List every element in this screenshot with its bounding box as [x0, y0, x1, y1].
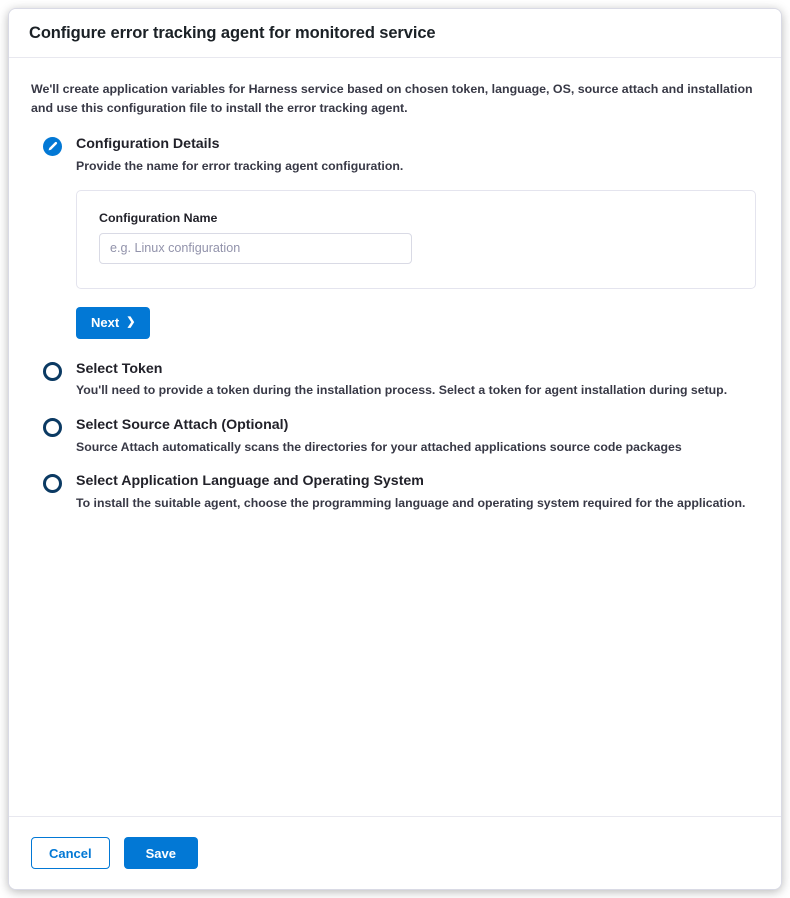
- step-description: Provide the name for error tracking agent configuration.: [76, 159, 404, 174]
- step-description: You'll need to provide a token during the installation process. Select a token for agent installation during setup.: [76, 383, 728, 398]
- step-marker-select-source-attach: [43, 418, 62, 437]
- configure-agent-dialog: [8, 8, 782, 890]
- step-marker-select-token: [43, 362, 62, 381]
- step-marker-select-language-os: [43, 474, 62, 493]
- radio-empty-icon: [43, 474, 62, 493]
- step-title: Select Application Language and Operating System: [76, 473, 424, 489]
- step-marker-configuration-details: [43, 137, 62, 156]
- dialog-header: [9, 9, 781, 58]
- dialog-body: [9, 58, 781, 816]
- intro-text: We'll create application variables for Harness service based on chosen token, language, OS, source attach and installation and use this configuration file to install the error tracking agent.: [31, 82, 753, 116]
- dialog-footer: [9, 816, 781, 889]
- configuration-details-card: [76, 190, 756, 289]
- step-title: Select Token: [76, 360, 163, 377]
- step-select-source-attach[interactable]: [43, 417, 759, 456]
- save-button[interactable]: Save: [124, 837, 198, 869]
- pending-steps: [43, 361, 759, 513]
- step-description: To install the suitable agent, choose the programming language and operating system required for the application.: [76, 495, 746, 510]
- next-button-label: Next: [91, 315, 120, 331]
- configuration-stepper: [31, 136, 759, 512]
- step-configuration-details[interactable]: [43, 136, 759, 338]
- step-title: Configuration Details: [76, 136, 220, 153]
- page-title: Configure error tracking agent for monitored service: [29, 23, 436, 42]
- step-select-token[interactable]: [43, 361, 759, 400]
- cancel-button[interactable]: Cancel: [31, 837, 110, 869]
- radio-empty-icon: [43, 418, 62, 437]
- step-title: Select Source Attach (Optional): [76, 416, 289, 433]
- radio-empty-icon: [43, 362, 62, 381]
- pencil-icon: [43, 137, 62, 156]
- next-button-row: [76, 307, 759, 339]
- step-select-language-os[interactable]: [43, 473, 759, 512]
- step-description: Source Attach automatically scans the directories for your attached applications source code packages: [76, 439, 682, 454]
- configuration-name-input[interactable]: [99, 233, 412, 264]
- next-button[interactable]: [76, 307, 150, 339]
- configuration-name-label: Configuration Name: [99, 210, 218, 225]
- chevron-right-icon: ❯: [126, 316, 136, 329]
